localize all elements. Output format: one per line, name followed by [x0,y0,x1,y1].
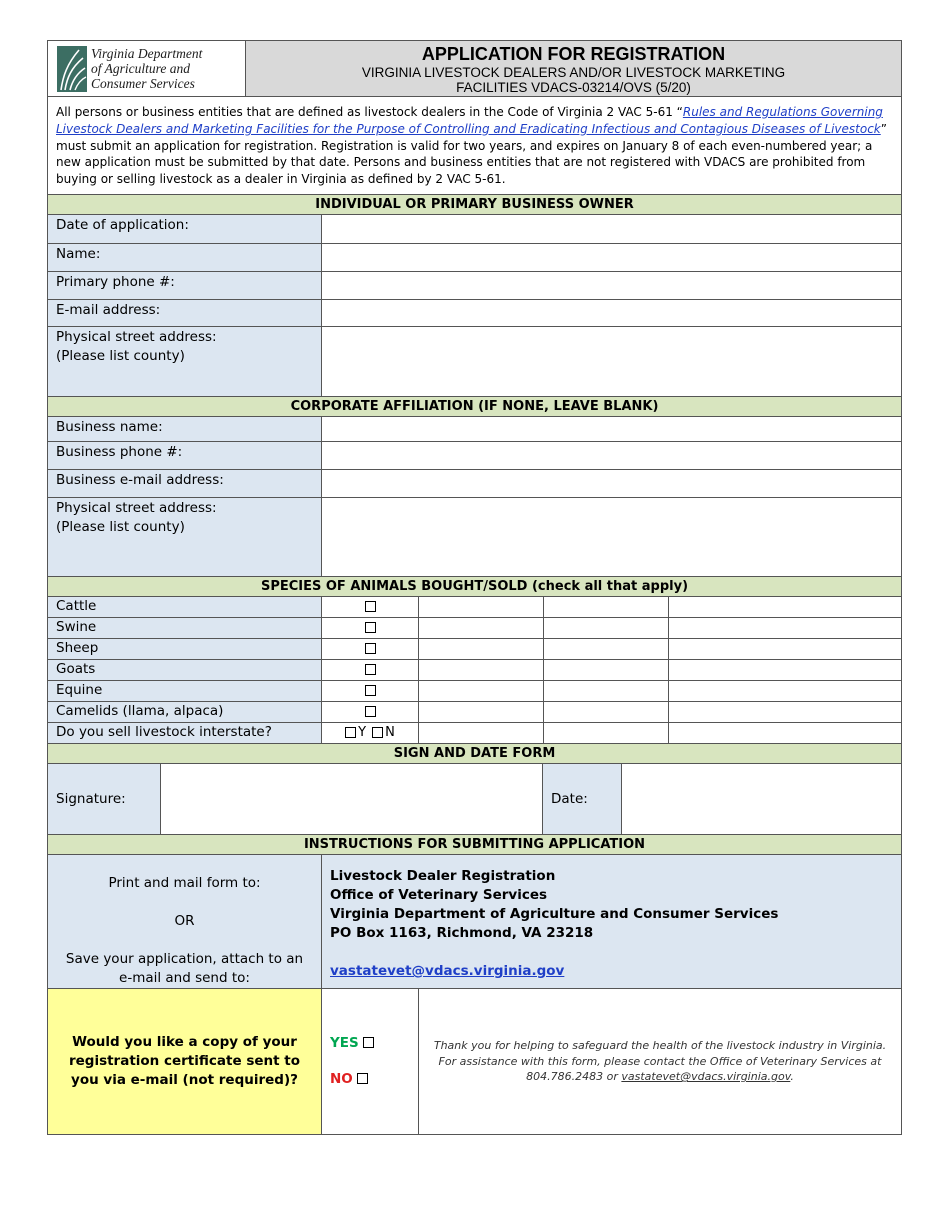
date-of-application-label: Date of application: [48,215,322,243]
name-label: Name: [48,244,322,271]
copy-no-label: NO [330,1070,353,1087]
email-label: E-mail address: [48,300,322,326]
submission-email-link[interactable]: vastatevet@vdacs.virginia.gov [330,962,565,979]
section-owner-heading: INDIVIDUAL OR PRIMARY BUSINESS OWNER [48,195,901,215]
owner-address-row [48,327,901,397]
name-field[interactable] [322,244,901,271]
swine-checkbox-cell [322,618,419,638]
business-phone-field[interactable] [322,442,901,469]
form-subtitle-1: VIRGINIA LIVESTOCK DEALERS AND/OR LIVESTOCK MARKETING [361,65,786,80]
species-label: Camelids (llama, alpaca) [48,702,322,722]
or-text: OR [174,912,195,929]
species-row [48,618,901,639]
logo-text [91,46,202,91]
owner-address-label-line1: Physical street address: [56,328,217,345]
signature-field[interactable] [161,764,543,834]
interstate-no-label: N [385,725,395,741]
print-mail-text: Print and mail form to: [108,874,261,891]
copy-request-row [48,989,901,1134]
business-address-field[interactable] [322,498,901,576]
swine-checkbox[interactable] [365,622,376,633]
camelids-checkbox-cell [322,702,419,722]
email-field[interactable] [322,300,901,326]
species-label: Goats [48,660,322,680]
species-label: Equine [48,681,322,701]
species-blank-cell [419,618,544,638]
copy-no-option [330,1070,418,1089]
interstate-yes-checkbox[interactable] [345,727,356,738]
thank-you-email[interactable]: vastatevet@vdacs.virginia.gov [621,1070,791,1084]
business-address-label-line2: (Please list county) [56,518,185,535]
sign-date-field[interactable] [622,764,901,834]
logo-line-1: Virginia Department [91,46,203,61]
species-blank-cell [419,597,544,617]
interstate-no-checkbox[interactable] [372,727,383,738]
address-line-4: PO Box 1163, Richmond, VA 23218 [330,924,594,941]
name-row [48,244,901,272]
logo-line-2: of Agriculture and [91,61,190,76]
copy-question: Would you like a copy of your registration certificate sent to you via e-mail (not required)? [48,989,322,1134]
species-blank-cell [669,660,901,680]
business-email-row [48,470,901,498]
species-blank-cell [669,618,901,638]
species-blank-cell [544,597,669,617]
equine-checkbox[interactable] [365,685,376,696]
section-instructions-heading: INSTRUCTIONS FOR SUBMITTING APPLICATION [48,835,901,855]
interstate-label: Do you sell livestock interstate? [48,723,322,743]
instructions-row [48,855,901,989]
thank-you-note [419,989,901,1134]
intro-text-before: All persons or business entities that are defined as livestock dealers in the Code of Virginia 2 VAC 5-61 “ [56,105,683,119]
species-blank-cell [419,660,544,680]
form-header [48,41,901,97]
signature-row [48,764,901,835]
species-blank-cell [669,702,901,722]
business-name-row [48,417,901,442]
species-blank-cell [419,723,544,743]
title-block [246,41,901,96]
vdacs-leaf-icon [57,46,87,92]
sheep-checkbox-cell [322,639,419,659]
species-blank-cell [544,723,669,743]
copy-yes-label: YES [330,1034,359,1051]
species-label: Sheep [48,639,322,659]
intro-paragraph [48,97,901,195]
form-subtitle-2: FACILITIES VDACS-03214/OVS (5/20) [456,80,691,95]
address-line-3: Virginia Department of Agriculture and Consumer Services [330,905,779,922]
cattle-checkbox[interactable] [365,601,376,612]
interstate-yes-label: Y [358,725,367,741]
signature-label: Signature: [48,764,161,834]
regulations-link[interactable]: Rules and Regulations Governing Livestock Dealers and Marketing Facilities for the Purpose of Controlling and Eradicating Infectious and Contagious Diseases of Livestock [56,105,883,136]
save-email-text: Save your application, attach to an e-mail and send to: [65,950,304,986]
owner-address-field[interactable] [322,327,901,396]
date-of-application-field[interactable] [322,215,901,243]
equine-checkbox-cell [322,681,419,701]
primary-phone-label: Primary phone #: [48,272,322,299]
species-blank-cell [669,597,901,617]
goats-checkbox-cell [322,660,419,680]
primary-phone-field[interactable] [322,272,901,299]
species-blank-cell [544,681,669,701]
address-line-2: Office of Veterinary Services [330,886,548,903]
section-corporate-heading: CORPORATE AFFILIATION (IF NONE, LEAVE BLANK) [48,397,901,417]
thank-you-text: Thank you for helping to safeguard the health of the livestock industry in Virginia. For assistance with this form, please contact the Office of Veterinary Services at 804.786.2483 or [433,1039,887,1084]
species-blank-cell [669,681,901,701]
species-blank-cell [419,639,544,659]
copy-yes-option [330,1034,418,1053]
mailing-address [322,855,901,988]
sign-date-label: Date: [543,764,622,834]
business-email-label: Business e-mail address: [48,470,322,497]
business-name-label: Business name: [48,417,322,441]
species-row [48,681,901,702]
business-name-field[interactable] [322,417,901,441]
primary-phone-row [48,272,901,300]
species-blank-cell [544,639,669,659]
cattle-checkbox-cell [322,597,419,617]
date-of-application-row [48,215,901,244]
goats-checkbox[interactable] [365,664,376,675]
section-sign-heading: SIGN AND DATE FORM [48,744,901,764]
email-row [48,300,901,327]
species-row [48,597,901,618]
species-blank-cell [544,618,669,638]
species-row [48,639,901,660]
species-blank-cell [669,723,901,743]
vdacs-logo [48,41,246,96]
business-phone-row [48,442,901,470]
copy-yes-checkbox[interactable] [363,1037,374,1048]
species-blank-cell [544,660,669,680]
section-species-heading: SPECIES OF ANIMALS BOUGHT/SOLD (check all that apply) [48,577,901,597]
species-blank-cell [544,702,669,722]
species-row [48,660,901,681]
species-blank-cell [419,702,544,722]
sheep-checkbox[interactable] [365,643,376,654]
species-blank-cell [419,681,544,701]
address-line-1: Livestock Dealer Registration [330,867,556,884]
business-address-label [48,498,322,576]
business-email-field[interactable] [322,470,901,497]
owner-address-label-line2: (Please list county) [56,347,185,364]
business-phone-label: Business phone #: [48,442,322,469]
thank-you-period: . [790,1070,794,1084]
owner-address-label [48,327,322,396]
copy-no-checkbox[interactable] [357,1073,368,1084]
species-blank-cell [669,639,901,659]
species-row [48,702,901,723]
logo-line-3: Consumer Services [91,76,195,91]
business-address-row [48,498,901,577]
copy-yes-no [322,989,419,1134]
species-label: Cattle [48,597,322,617]
intro-text-after: ” must submit an application for registration. Registration is valid for two years, and expires on January 8 of each even-numbered year; a new application must be submitted by that date. Persons and business entities that are not registered with VDACS are prohibited from buying or selling livestock as a dealer in Virginia as defined by 2 VAC 5-61. [56,121,887,187]
species-label: Swine [48,618,322,638]
camelids-checkbox[interactable] [365,706,376,717]
form-title: APPLICATION FOR REGISTRATION [421,44,726,64]
instructions-left [48,855,322,988]
interstate-checkbox-cell [322,723,419,743]
registration-form [47,40,902,1135]
business-address-label-line1: Physical street address: [56,499,217,516]
interstate-row [48,723,901,744]
